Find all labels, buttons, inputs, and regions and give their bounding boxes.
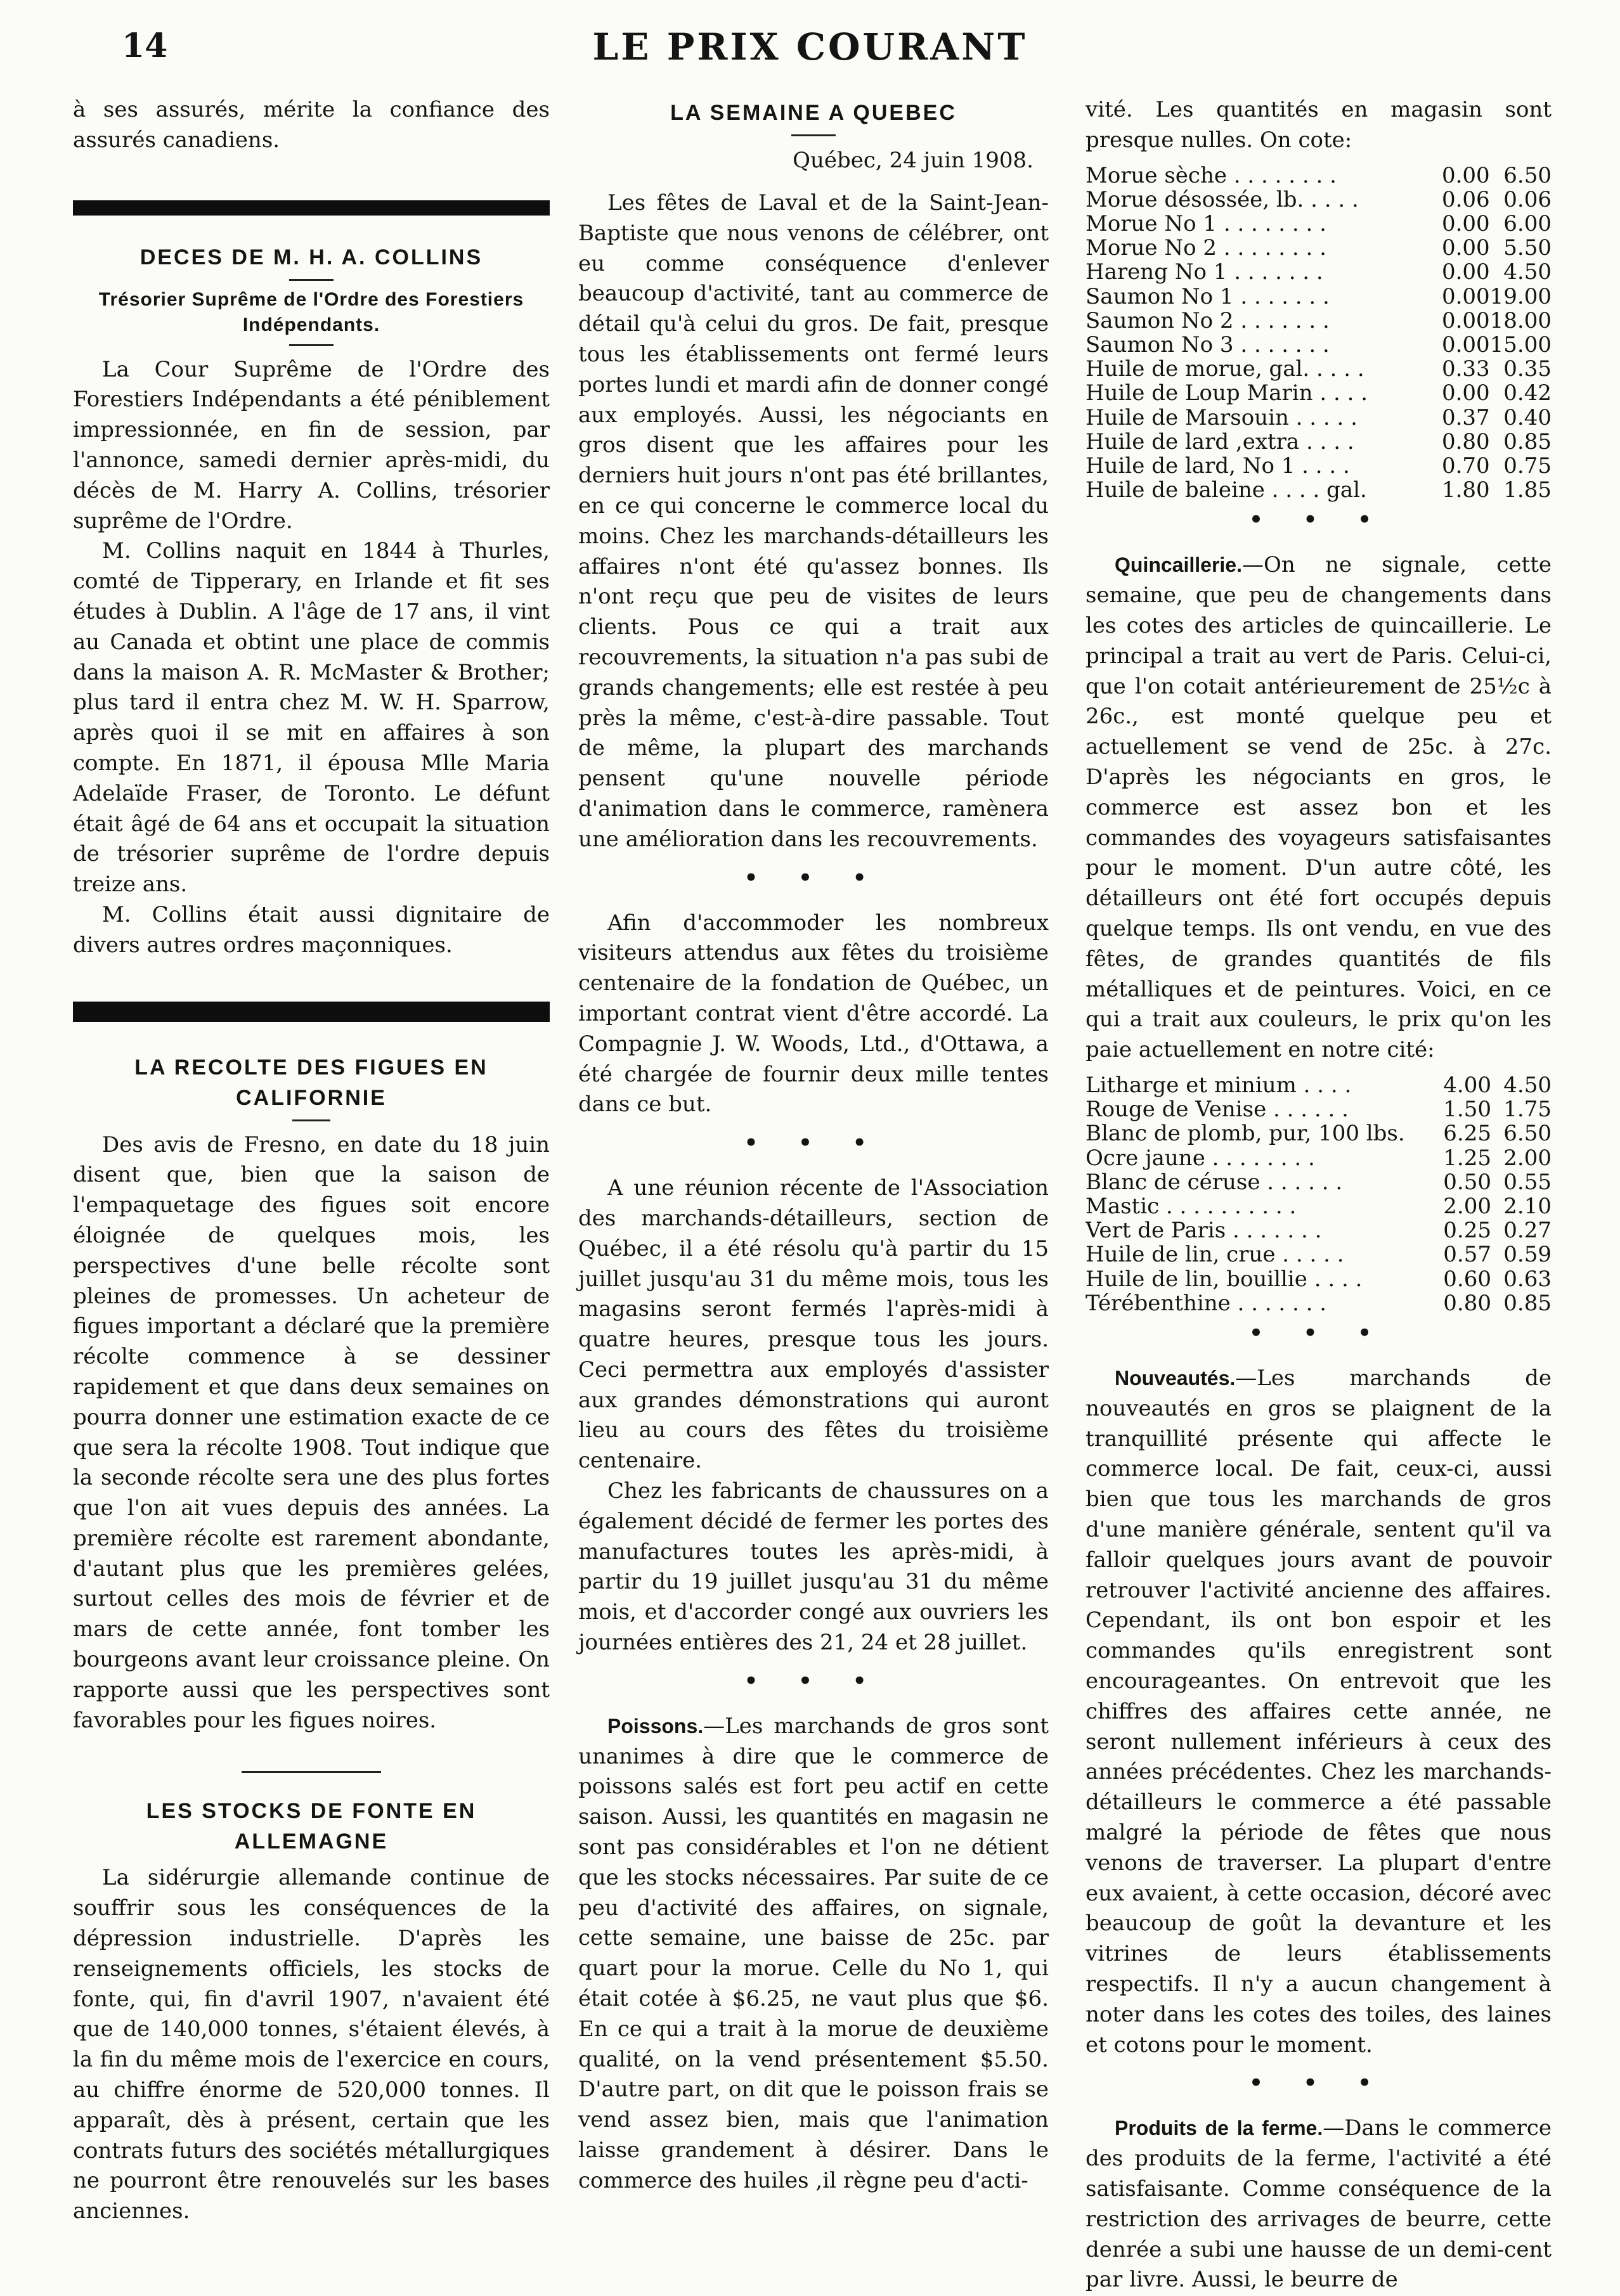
collins-headline: DECES DE M. H. A. COLLINS	[139, 245, 483, 269]
price-item-name: Huile de lin, bouillie . . . .	[1085, 1267, 1363, 1291]
price-row	[1085, 1218, 1552, 1242]
column-1	[73, 95, 550, 2227]
collins-paragraph-3: M. Collins était aussi dignitaire de divers autres ordres maçonniques.	[73, 901, 550, 958]
section-ornament: • • •	[1249, 2070, 1388, 2096]
price-high: 0.06	[1503, 186, 1552, 212]
column-3	[1085, 95, 1552, 2295]
price-item-name: Huile de lard ,extra . . . .	[1085, 429, 1354, 455]
price-row	[1085, 1194, 1552, 1218]
price-row	[1085, 285, 1552, 309]
price-item-name: Térébenthine . . . . . . .	[1085, 1291, 1327, 1316]
price-low: 4.00	[1443, 1072, 1491, 1098]
fonte-headline: LES STOCKS DE FONTE EN ALLEMAGNE	[146, 1799, 477, 1854]
price-low: 0.80	[1443, 1290, 1491, 1316]
paint-price-table	[1085, 1073, 1552, 1315]
price-low: 0.00	[1441, 307, 1490, 333]
quincaillerie-paragraph	[1085, 550, 1552, 1066]
collins-paragraph-1: La Cour Suprême de l'Ordre des Forestiers Indépendants a été péniblement impressionnée, en fin de session, par l'annonce, samedi dernier après-midi, du décès de M. Harry A. Collins, trésorier suprême de l'Ordre.	[73, 356, 550, 534]
price-low: 0.57	[1443, 1242, 1491, 1268]
page-number: 14	[122, 27, 168, 65]
poissons-paragraph	[578, 1712, 1049, 2196]
price-low: 0.00	[1441, 283, 1490, 309]
price-low: 0.00	[1441, 162, 1490, 188]
price-row	[1085, 357, 1552, 381]
price-high: 4.50	[1503, 1072, 1552, 1098]
masthead: LE PRIX COURANT	[592, 25, 1028, 68]
price-row	[1085, 333, 1552, 357]
price-item-name: Morue No 2 . . . . . . . .	[1085, 236, 1326, 261]
price-low: 0.00	[1441, 259, 1490, 285]
section-ornament: • • •	[744, 1130, 883, 1156]
price-row	[1085, 164, 1552, 188]
quebec-paragraph-1: Les fêtes de Laval et de la Saint-Jean-Baptiste que nous venons de célébrer, ont eu comme conséquence d'enlever beaucoup d'activité, tant au commerce de détail qu'à celui du gros. De fait, presque tous les établissements ont fermé leurs portes lundi et mardi afin de donner congé aux employés. Aussi, les négociants en gros disent que les affaires pour les derniers huit jours n'ont pas été brillantes, en ce qui concerne le commerce local du moins. Chez les marchands-détailleurs les affaires n'ont été qu'assez bonnes. Ils n'ont reçu que peu de visites de leurs clients. Pous ce qui a trait aux recouvrements, la situation n'a pas subi de grands changements; elle est restée à peu près la même, c'est-à-dire passable. Tout de même, la plupart des marchands pensent qu'une nouvelle période d'animation dans le commerce, ramènera une amélioration dans les recouvrements.	[578, 190, 1049, 852]
section-ornament: • • •	[1249, 507, 1388, 533]
section-divider-bar	[73, 200, 550, 216]
price-item-name: Vert de Paris . . . . . . .	[1085, 1218, 1322, 1243]
price-high: 6.50	[1503, 1121, 1552, 1147]
price-item-name: Huile de baleine . . . . gal.	[1085, 478, 1367, 503]
price-item-name: Rouge de Venise . . . . . .	[1085, 1097, 1349, 1122]
price-high: 0.42	[1503, 380, 1552, 406]
ferme-run-in-head: Produits de la ferme.	[1115, 2117, 1323, 2140]
price-high: 18.00	[1489, 307, 1552, 333]
price-high: 0.40	[1503, 404, 1552, 430]
price-high: 0.85	[1503, 1290, 1552, 1316]
price-high: 1.75	[1503, 1097, 1552, 1123]
poissons-run-in-head: Poissons.	[607, 1714, 704, 1738]
price-item-name: Saumon No 1 . . . . . . .	[1085, 284, 1330, 309]
price-row	[1085, 1073, 1552, 1097]
price-row	[1085, 1267, 1552, 1291]
price-row	[1085, 454, 1552, 478]
section-ornament: • • •	[744, 1668, 883, 1694]
ferme-text: —Dans le commerce des produits de la ferme, l'activité a été satisfaisante. Comme conséquence de la restriction des arrivages de beurre, cette denrée a subi une hausse de un demi-cent par livre. Aussi, le beurre de	[1085, 2115, 1552, 2293]
price-item-name: Litharge et minium . . . .	[1085, 1073, 1352, 1098]
separator-rule	[289, 279, 334, 281]
nouveautes-run-in-head: Nouveautés.	[1115, 1367, 1236, 1390]
price-high: 0.55	[1503, 1169, 1552, 1195]
quebec-paragraph-2: Afin d'accommoder les nombreux visiteurs attendus aux fêtes du troisième centenaire de la fondation de Québec, un important contrat vient d'être accordé. La Compagnie J. W. Woods, Ltd., d'Ottawa, a été chargée de fournir deux mille tentes dans ce but.	[578, 910, 1049, 1118]
price-low: 0.70	[1441, 453, 1490, 479]
intro-paragraph: à ses assurés, mérite la confiance des assurés canadiens.	[73, 97, 550, 153]
price-row	[1085, 1170, 1552, 1194]
price-item-name: Saumon No 3 . . . . . . .	[1085, 333, 1330, 358]
quincaillerie-text: —On ne signale, cette semaine, que peu de changements dans les cotes des articles de quincaillerie. Le principal a trait au vert de Paris. Celui-ci, que l'on cotait antérieurement de 25½c à 26c., est monté quelque peu et actuellement se vend de 25c. à 27c. D'après les négociants en gros, le commerce est assez bon et les commandes des voyageurs satisfaisantes pour le moment. D'un autre côté, les détailleurs ont été fort occupés depuis quelque temps. Ils ont vendu, en vue des fêtes, de grandes quantités de fils métalliques et de peintures. Voici, en ce qui a trait aux couleurs, le prix qu'on les paie actuellement en notre cité:	[1085, 552, 1552, 1063]
price-row	[1085, 188, 1552, 212]
price-row	[1085, 1146, 1552, 1170]
price-high: 4.50	[1503, 259, 1552, 285]
price-high: 2.00	[1503, 1145, 1552, 1171]
separator-rule	[791, 134, 836, 136]
price-item-name: Morue sèche . . . . . . . .	[1085, 163, 1337, 188]
price-row	[1085, 1242, 1552, 1267]
price-high: 6.00	[1503, 211, 1552, 236]
price-item-name: Blanc de plomb, pur, 100 lbs.	[1085, 1121, 1405, 1146]
figues-headline: LA RECOLTE DES FIGUES EN CALIFORNIE	[134, 1055, 488, 1110]
price-low: 2.00	[1443, 1194, 1491, 1219]
price-row	[1085, 381, 1552, 405]
section-divider-bar	[73, 1002, 550, 1022]
poissons-continuation: vité. Les quantités en magasin sont presque nulles. On cote:	[1085, 97, 1552, 153]
separator-rule	[289, 344, 334, 346]
price-row	[1085, 430, 1552, 454]
price-low: 0.33	[1441, 356, 1490, 382]
price-high: 0.85	[1503, 429, 1552, 455]
price-item-name: Morue No 1 . . . . . . . .	[1085, 212, 1326, 236]
price-item-name: Saumon No 2 . . . . . . .	[1085, 308, 1330, 333]
price-item-name: Huile de Marsouin . . . . .	[1085, 405, 1358, 430]
price-low: 0.25	[1443, 1218, 1491, 1244]
price-row	[1085, 1121, 1552, 1145]
price-low: 0.50	[1443, 1169, 1491, 1195]
figues-paragraph: Des avis de Fresno, en date du 18 juin disent que, bien que la saison de l'empaquetage des figues soit encore éloignée de quelques mois, les perspectives d'une belle récolte sont pleines de promesses. Un acheteur de figues important a déclaré que la première récolte commence à se dessiner rapidement et que dans deux semaines on pourra donner une estimation exacte de ce que sera la récolte 1908. Tout indique que la seconde récolte sera une des plus fortes que l'on ait vues depuis des années. La première récolte est rarement abondante, d'autant plus que les premières gelées, surtout celles des mois de février et de mars de cette année, font tomber les bourgeons avant leur croissance pleine. On rapporte aussi que les perspectives sont favorables pour les figues noires.	[73, 1132, 550, 1733]
ferme-paragraph	[1085, 2113, 1552, 2295]
poissons-text: —Les marchands de gros sont unanimes à dire que le commerce de poissons salés est fort peu actif en cette saison. Aussi, les quantités en magasin ne sont pas considérables et l'on ne détient que les stocks nécessaires. Par suite de ce peu d'activité des affaires, on signale, cette semaine, une baisse de 25c. par quart pour la morue. Celle du No 1, qui était cotée à $6.25, ne vaut plus que $6. En ce qui a trait à la morue de deuxième qualité, on la vend présentement $5.50. D'autre part, on dit que le poisson frais se vend assez bien, mais que l'animation laisse grandement à désirer. Dans le commerce des huiles ,il règne peu d'acti-	[578, 1713, 1049, 2193]
price-item-name: Morue désossée, lb. . . . .	[1085, 187, 1359, 212]
price-high: 2.10	[1503, 1194, 1552, 1219]
price-item-name: Huile de lard, No 1 . . . .	[1085, 454, 1350, 479]
price-item-name: Huile de morue, gal. . . . .	[1085, 357, 1364, 382]
fonte-paragraph: La sidérurgie allemande continue de souffrir sous les conséquences de la dépression industrielle. D'après les renseignements officiels, les stocks de fonte, qui, fin d'avril 1907, n'avaient été que de 140,000 tonnes, s'étaient élevés, à la fin du même mois de l'exercice en cours, au chiffre énorme de 520,000 tonnes. Il apparaît, dès à présent, certain que les contrats futurs des sociétés métallurgiques ne pourront être renouvelés sur les bases anciennes.	[73, 1865, 550, 2224]
price-low: 0.00	[1441, 235, 1490, 261]
price-row	[1085, 260, 1552, 284]
price-item-name: Huile de lin, crue . . . . .	[1085, 1242, 1344, 1267]
quebec-headline: LA SEMAINE A QUEBEC	[670, 101, 957, 125]
price-row	[1085, 212, 1552, 236]
price-low: 0.37	[1441, 404, 1490, 430]
price-item-name: Blanc de céruse . . . . . .	[1085, 1170, 1343, 1194]
price-high: 0.63	[1503, 1266, 1552, 1292]
price-low: 0.00	[1441, 380, 1490, 406]
fish-price-table	[1085, 164, 1552, 503]
price-high: 0.27	[1503, 1218, 1552, 1244]
price-low: 6.25	[1443, 1121, 1491, 1147]
price-low: 1.80	[1441, 477, 1490, 503]
price-low: 0.80	[1441, 429, 1490, 455]
price-row	[1085, 478, 1552, 502]
price-row	[1085, 406, 1552, 430]
separator-rule	[292, 1119, 330, 1121]
collins-subheadline: Trésorier Suprême de l'Ordre des Forestiers Indépendants.	[98, 288, 524, 335]
collins-paragraph-2: M. Collins naquit en 1844 à Thurles, comté de Tipperary, en Irlande et fit ses études à Dublin. A l'âge de 17 ans, il vint au Canada et obtint une place de commis dans la maison A. R. McMaster & Brother; plus tard il entra chez M. W. H. Sparrow, après quoi il se mit en affaires à son compte. En 1871, il épousa Mlle Maria Adelaïde Fraser, de Toronto. Le défunt était âgé de 64 ans et occupait la situation de trésorier suprême de l'ordre depuis treize ans.	[73, 538, 550, 898]
price-row	[1085, 1097, 1552, 1121]
price-high: 0.59	[1503, 1242, 1552, 1268]
price-low: 1.50	[1443, 1097, 1491, 1123]
price-row	[1085, 1291, 1552, 1315]
section-ornament: • • •	[744, 865, 883, 891]
nouveautes-text: —Les marchands de nouveautés en gros se plaignent de la tranquillité présente qui affecte le commerce local. De fait, ceux-ci, aussi bien que tous les marchands de gros d'une manière générale, sentent qu'il va falloir quelques jours avant de pouvoir retrouver l'activité ancienne des affaires. Cependant, ils ont bon espoir et les commandes qu'ils enregistrent sont encourageantes. On entrevoit que les chiffres des affaires cette année, ne seront nullement inférieurs à ceux des années précédentes. Chez les marchands-détailleurs le commerce a été passable malgré la période de fêtes que nous venons de traverser. La plupart d'entre eux avaient, à cette occasion, décoré avec beaucoup de goût la devanture et les vitrines de leurs établissements respectifs. Il n'y a aucun changement à noter dans les cotes des toiles, des laines et cotons pour le moment.	[1085, 1365, 1552, 2058]
price-item-name: Hareng No 1 . . . . . . .	[1085, 260, 1323, 285]
price-high: 19.00	[1489, 283, 1552, 309]
section-ornament: • • •	[1249, 1320, 1388, 1346]
price-item-name: Mastic . . . . . . . . . .	[1085, 1194, 1297, 1219]
quebec-paragraph-4: Chez les fabricants de chaussures on a également décidé de fermer les portes des manufactures toutes les après-midi, à partir du 19 juillet jusqu'au 31 du même mois, et d'accorder congé aux ouvriers les journées entières des 21, 24 et 28 juillet.	[578, 1478, 1049, 1656]
quincaillerie-run-in-head: Quincaillerie.	[1115, 553, 1242, 577]
price-high: 15.00	[1489, 332, 1552, 358]
price-item-name: Ocre jaune . . . . . . . .	[1085, 1145, 1315, 1170]
dateline: Québec, 24 juin 1908.	[793, 148, 1034, 173]
column-2	[578, 95, 1049, 2196]
separator-rule	[242, 1771, 381, 1773]
price-low: 0.00	[1441, 332, 1490, 358]
price-low: 0.00	[1441, 211, 1490, 236]
nouveautes-paragraph	[1085, 1364, 1552, 2060]
price-row	[1085, 236, 1552, 260]
price-high: 6.50	[1503, 162, 1552, 188]
price-row	[1085, 309, 1552, 333]
price-low: 0.06	[1441, 186, 1490, 212]
price-high: 1.85	[1503, 477, 1552, 503]
price-high: 5.50	[1503, 235, 1552, 261]
price-low: 0.60	[1443, 1266, 1491, 1292]
price-low: 1.25	[1443, 1145, 1491, 1171]
price-high: 0.35	[1503, 356, 1552, 382]
price-item-name: Huile de Loup Marin . . . .	[1085, 381, 1368, 406]
price-high: 0.75	[1503, 453, 1552, 479]
quebec-paragraph-3: A une réunion récente de l'Association des marchands-détailleurs, section de Québec, il a été résolu qu'à partir du 15 juillet jusqu'au 31 du même mois, tous les magasins seront fermés l'après-midi à quatre heures, presque tous les jours. Ceci permettra aux employés d'assister aux grandes démonstrations qui auront lieu au cours des fêtes du troisième centenaire.	[578, 1175, 1049, 1474]
